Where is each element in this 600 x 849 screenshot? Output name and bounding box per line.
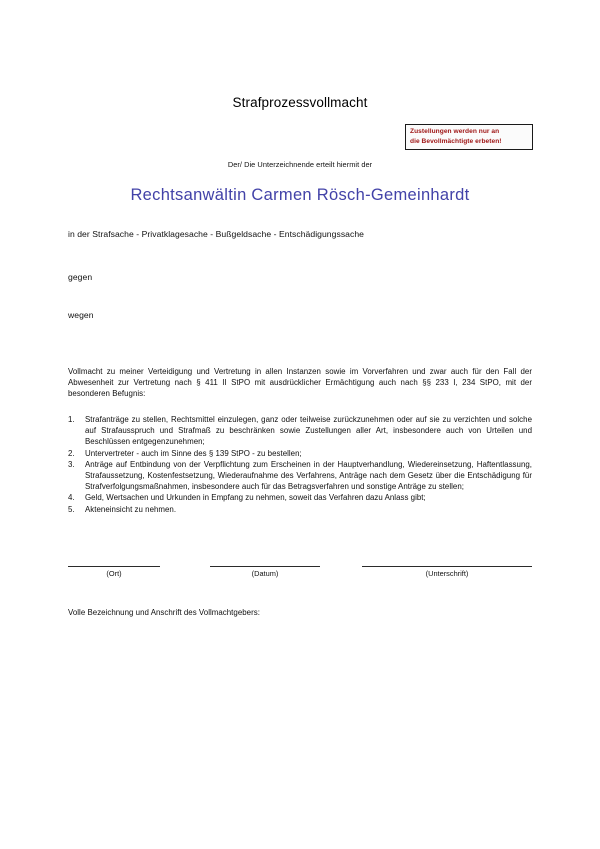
attorney-name: Rechtsanwältin Carmen Rösch-Gemeinhardt [130, 186, 470, 204]
list-item [68, 414, 532, 448]
signature-caption-signature: (Unterschrift) [425, 569, 469, 578]
list-item-number: 5. [68, 504, 75, 514]
matter-subject-line: in der Strafsache - Privatklagesache - Bußgeldsache - Entschädigungssache [68, 229, 364, 239]
signature-caption-place: (Ort) [106, 569, 122, 578]
service-notice-line-1: Zustellungen werden nur an [410, 128, 500, 135]
powers-list [68, 414, 532, 515]
list-item-number: 4. [68, 493, 75, 503]
list-item-number: 1. [68, 415, 75, 424]
matter-against-label: gegen [68, 272, 93, 282]
signature-field-place[interactable] [68, 566, 160, 578]
grantor-intro-line: Der/ Die Unterzeichnende erteilt hiermit der [227, 160, 373, 169]
service-notice-box [405, 124, 533, 150]
list-item-text: Strafanträge zu stellen, Rechtsmittel einzulegen, ganz oder teilweise zurückzunehmen oder auf sie zu verzichten und solche auf Strafausspruch und Strafmaß zu beschränken sowie Zustellungen aller Art, insbesondere auch von Urteilen und Beschlüssen entgegenzunehmen; [85, 415, 532, 447]
signature-rule-place [68, 566, 160, 567]
signature-caption-date: (Datum) [251, 569, 279, 578]
signature-field-date[interactable] [210, 566, 320, 578]
list-item [68, 459, 532, 493]
signature-rule-date [210, 566, 320, 567]
authority-paragraph: Vollmacht zu meiner Verteidigung und Vertretung in allen Instanzen sowie im Vorverfahren und zwar auch für den Fall der Abwesenheit zur Vertretung nach § 411 II StPO mit ausdrücklicher Ermächtigung auch nach §§ 233 I, 234 StPO, mit der besonderen Befugnis: [68, 367, 532, 399]
service-notice-line-2: die Bevollmächtigte erbeten! [410, 138, 502, 145]
page-title: Strafprozessvollmacht [232, 95, 368, 110]
list-item-text: Untervertreter - auch im Sinne des § 139 StPO - zu bestellen; [85, 448, 302, 458]
list-item-text: Anträge auf Entbindung von der Verpflichtung zum Erscheinen in der Hauptverhandlung, Wiedereinsetzung, Haftentlassung, Strafaussetzung, Kostenfestsetzung, Wiederaufnahme des Verfahrens, Anträge nach dem Gesetz über die Entschädigung für Strafverfolgungsmaßnahmen, insbesondere auch für das Betragsverfahren und sonstige Anträge zu stellen; [85, 459, 532, 492]
matter-reason-label: wegen [68, 310, 94, 320]
signature-row [68, 566, 532, 592]
list-item-text: Akteneinsicht zu nehmen. [85, 504, 177, 514]
list-item-text: Geld, Wertsachen und Urkunden in Empfang zu nehmen, soweit das Verfahren dazu Anlass gibt; [85, 493, 426, 503]
signature-field-signature[interactable] [362, 566, 532, 578]
list-item [68, 504, 532, 515]
list-item-number: 3. [68, 459, 75, 469]
signature-rule-signature [362, 566, 532, 567]
list-item-number: 2. [68, 448, 75, 458]
list-item [68, 492, 532, 503]
list-item [68, 448, 532, 459]
grantor-address-prompt: Volle Bezeichnung und Anschrift des Vollmachtgebers: [68, 608, 260, 617]
